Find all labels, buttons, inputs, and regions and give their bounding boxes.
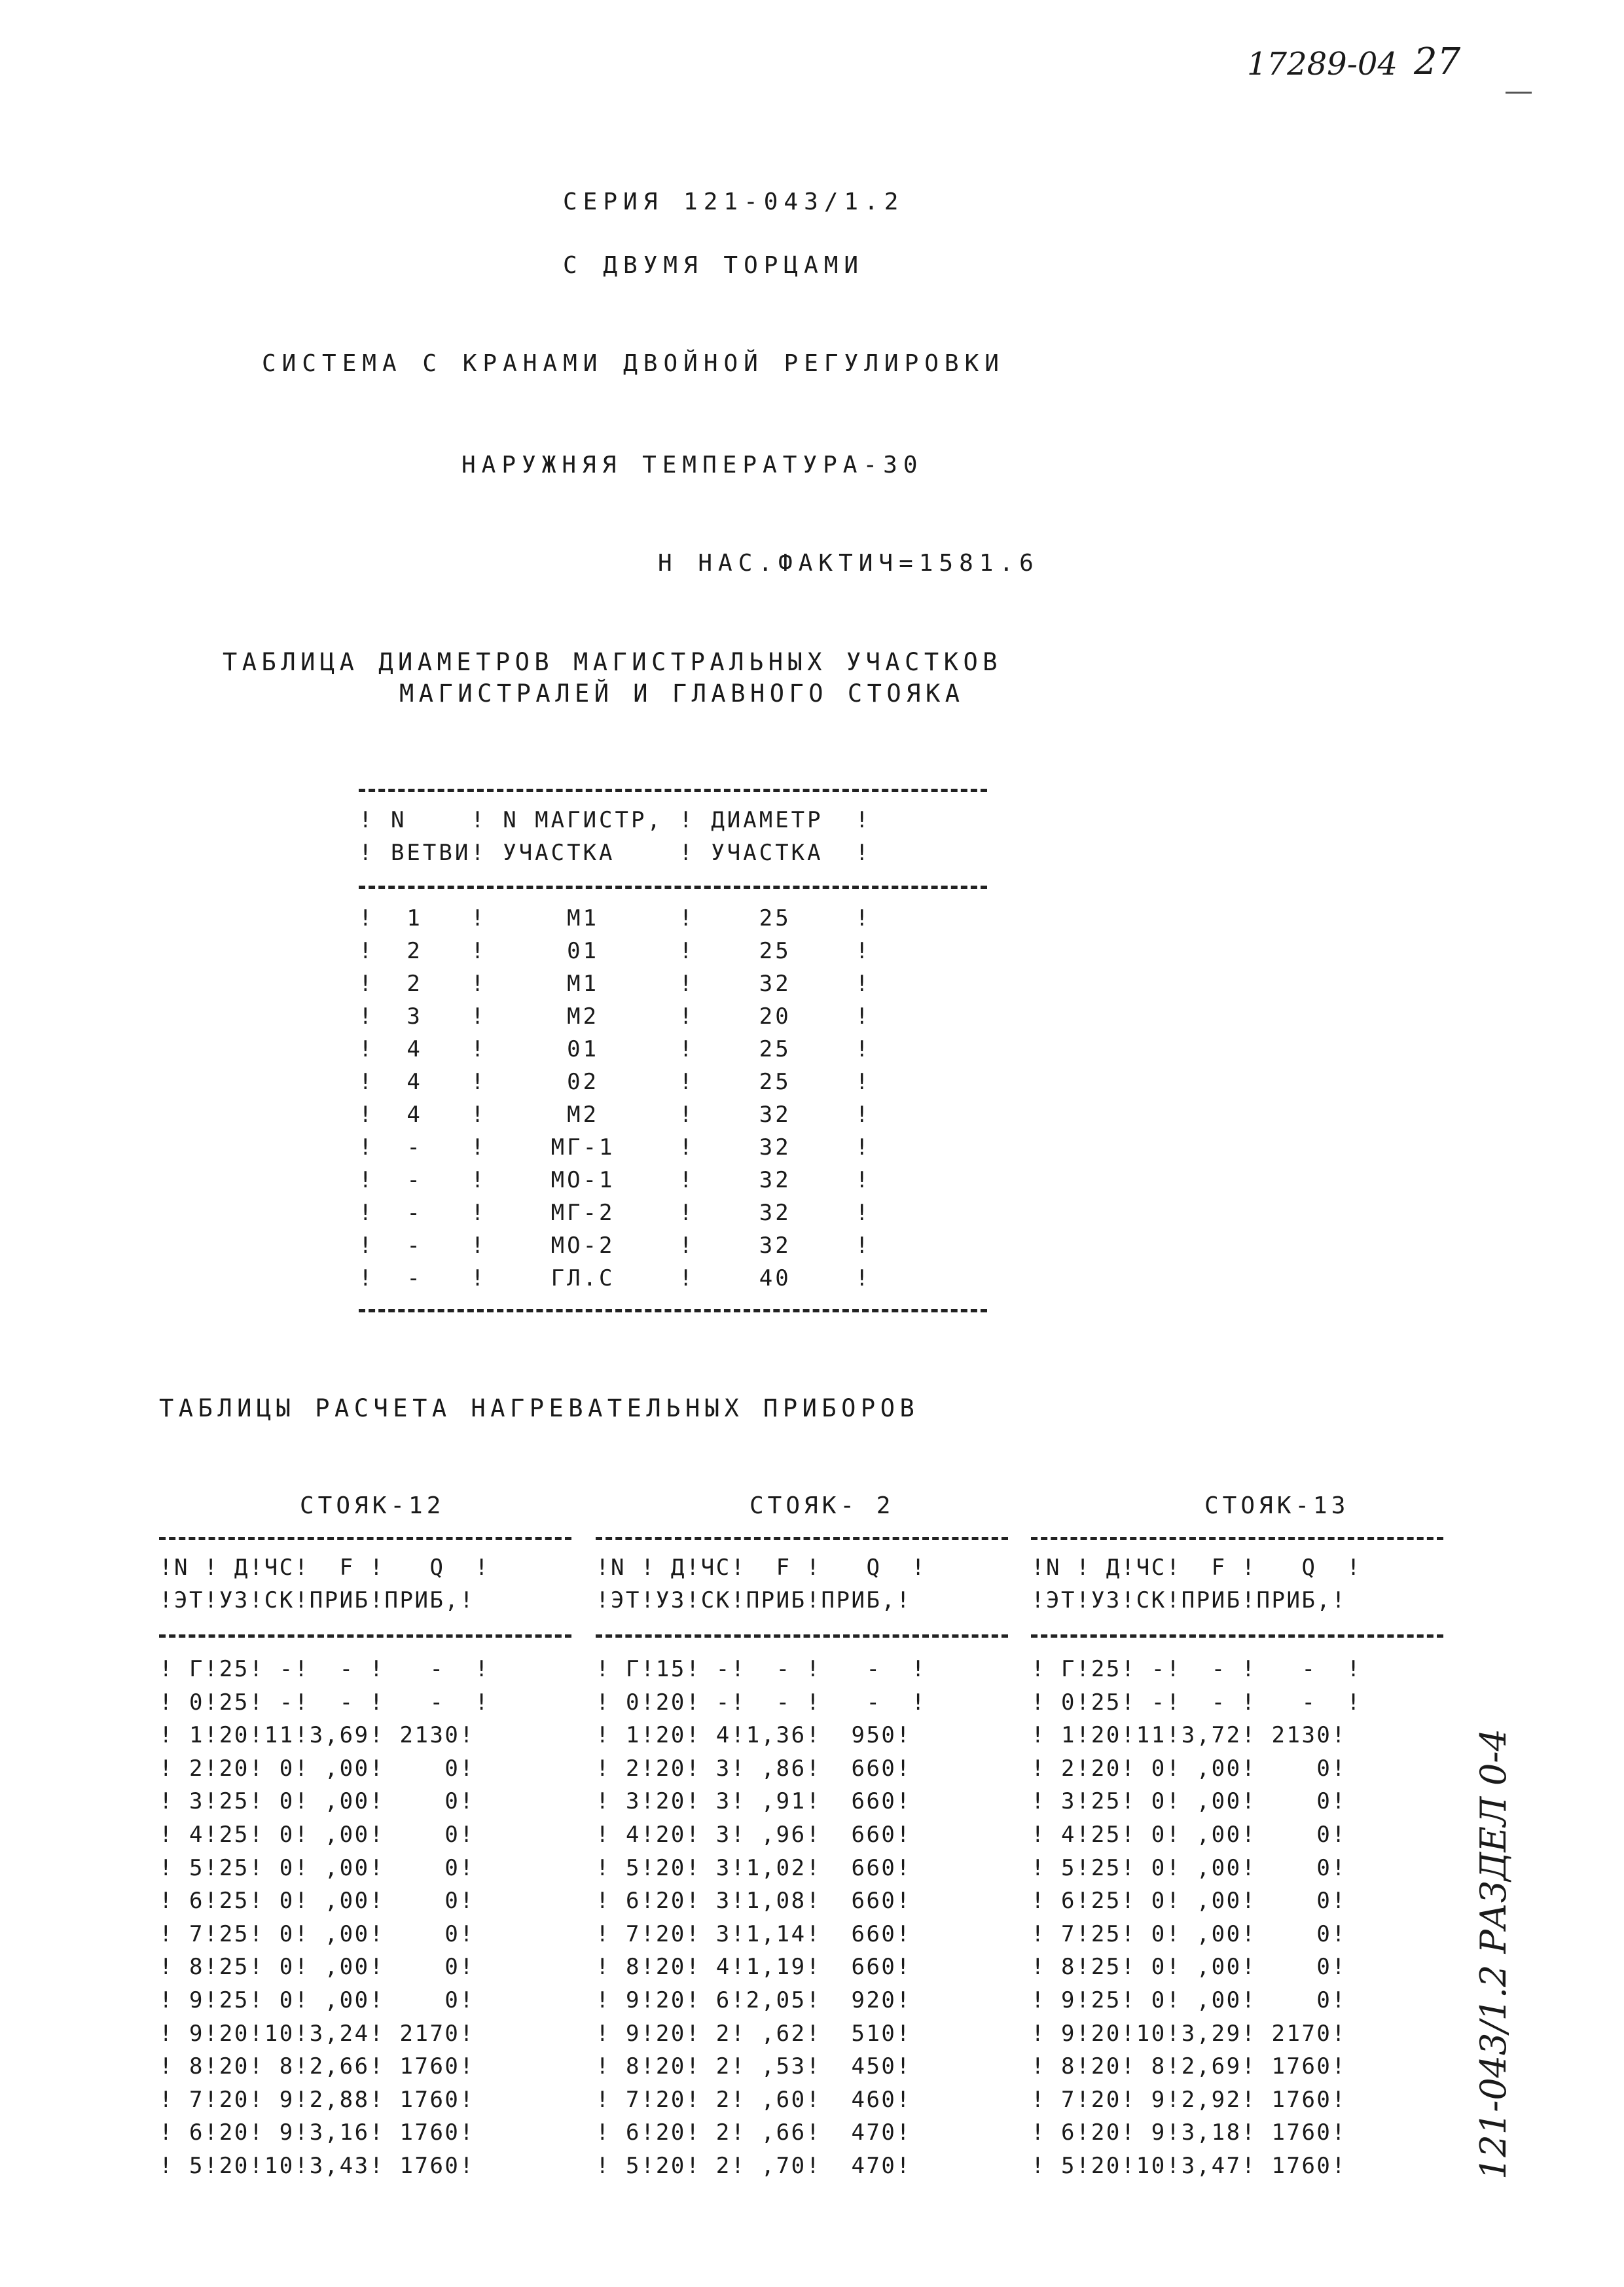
- stoyak-12-header-rule: [159, 1634, 571, 1638]
- handwritten-margin-stamp: 121-043/1.2 РАЗДЕЛ 0-4: [1473, 1728, 1514, 2180]
- diam-table-rows: ! 1 ! М1 ! 25 ! ! 2 ! 01 ! 25 ! ! 2 ! М1 ! 32 ! ! 3 ! М2 ! 20 ! ! 4 ! 01 ! 25 ! ! 4 ! 02 ! 25 ! ! 4 ! М2 ! 32 ! ! - ! МГ-1 ! 32 ! ! - ! МО-1 ! 32 ! ! - ! МГ-2 ! 32 ! ! - ! МО-2 ! 32 ! ! - ! ГЛ.С ! 40 !: [359, 905, 872, 1291]
- stoyak-12-header: !N ! Д!ЧС! F ! Q ! !ЭТ!УЗ!СК!ПРИБ!ПРИБ,!: [159, 1555, 490, 1613]
- stoyak-12-rows: ! Г!25! -! - ! - ! ! 0!25! -! - ! - ! ! 1!20!11!3,69! 2130! ! 2!20! 0! ,00! 0! ! 3!25! 0! ,00! 0! ! 4!25! 0! ,00! 0! ! 5!25! 0! ,00! 0! ! 6!25! 0! ,00! 0! ! 7!25! 0! ,00! 0! ! 8!25! 0! ,00! 0! ! 9!25! 0! ,00! 0! ! 9!20!10!3,24! 2170! ! 8!20! 8!2,66! 1760! ! 7!20! 9!2,88! 1760! ! 6!20! 9!3,16! 1760! ! 5!20!10!3,43! 1760!: [159, 1656, 490, 2179]
- stoyak-2-label: СТОЯК- 2: [749, 1492, 895, 1519]
- diam-table-title-line2: МАГИСТРАЛЕЙ И ГЛАВНОГО СТОЯКА: [399, 679, 965, 708]
- handwritten-doc-number: 17289-04: [1247, 46, 1398, 82]
- series-title: СЕРИЯ 121-043/1.2: [563, 189, 905, 215]
- pressure-value: Н НАС.ФАКТИЧ=1581.6: [658, 550, 1039, 577]
- stoyak-12-top-rule: [159, 1537, 571, 1540]
- diam-table-header: ! N ! N МАГИСТР, ! ДИАМЕТР ! ! ВЕТВИ! УЧАСТКА ! УЧАСТКА !: [359, 807, 872, 866]
- diam-table-header-rule: [359, 886, 987, 889]
- stoyak-13-header-rule: [1031, 1634, 1443, 1638]
- corner-dash: [1506, 92, 1532, 94]
- handwritten-page-number: 27: [1414, 41, 1461, 83]
- stoyak-2-rows: ! Г!15! -! - ! - ! ! 0!20! -! - ! - ! ! 1!20! 4!1,36! 950! ! 2!20! 3! ,86! 660! ! 3!20! 3! ,91! 660! ! 4!20! 3! ,96! 660! ! 5!20! 3!1,02! 660! ! 6!20! 3!1,08! 660! ! 7!20! 3!1,14! 660! ! 8!20! 4!1,19! 660! ! 9!20! 6!2,05! 920! ! 9!20! 2! ,62! 510! ! 8!20! 2! ,53! 450! ! 7!20! 2! ,60! 460! ! 6!20! 2! ,66! 470! ! 5!20! 2! ,70! 470!: [596, 1656, 927, 2179]
- diam-table-top-rule: [359, 789, 987, 792]
- stoyak-2-header-rule: [596, 1634, 1008, 1638]
- subtitle: С ДВУМЯ ТОРЦАМИ: [563, 252, 865, 279]
- stoyak-2-header: !N ! Д!ЧС! F ! Q ! !ЭТ!УЗ!СК!ПРИБ!ПРИБ,!: [596, 1555, 927, 1613]
- outside-temperature: НАРУЖНЯЯ ТЕМПЕРАТУРА-30: [461, 452, 924, 478]
- stoyak-13-top-rule: [1031, 1537, 1443, 1540]
- stoyak-13-rows: ! Г!25! -! - ! - ! ! 0!25! -! - ! - ! ! 1!20!11!3,72! 2130! ! 2!20! 0! ,00! 0! ! 3!25! 0! ,00! 0! ! 4!25! 0! ,00! 0! ! 5!25! 0! ,00! 0! ! 6!25! 0! ,00! 0! ! 7!25! 0! ,00! 0! ! 8!25! 0! ,00! 0! ! 9!25! 0! ,00! 0! ! 9!20!10!3,29! 2170! ! 8!20! 8!2,69! 1760! ! 7!20! 9!2,92! 1760! ! 6!20! 9!3,18! 1760! ! 5!20!10!3,47! 1760!: [1031, 1656, 1362, 2179]
- stoyak-2-top-rule: [596, 1537, 1008, 1540]
- heat-tables-title: ТАБЛИЦЫ РАСЧЕТА НАГРЕВАТЕЛЬНЫХ ПРИБОРОВ: [159, 1394, 920, 1422]
- diam-table-title-line1: ТАБЛИЦА ДИАМЕТРОВ МАГИСТРАЛЬНЫХ УЧАСТКОВ: [223, 648, 1003, 676]
- diam-table-bottom-rule: [359, 1309, 987, 1312]
- stoyak-13-label: СТОЯК-13: [1204, 1492, 1350, 1519]
- stoyak-13-header: !N ! Д!ЧС! F ! Q ! !ЭТ!УЗ!СК!ПРИБ!ПРИБ,!: [1031, 1555, 1362, 1613]
- stoyak-12-label: СТОЯК-12: [300, 1492, 445, 1519]
- system-title: СИСТЕМА С КРАНАМИ ДВОЙНОЙ РЕГУЛИРОВКИ: [262, 350, 1005, 377]
